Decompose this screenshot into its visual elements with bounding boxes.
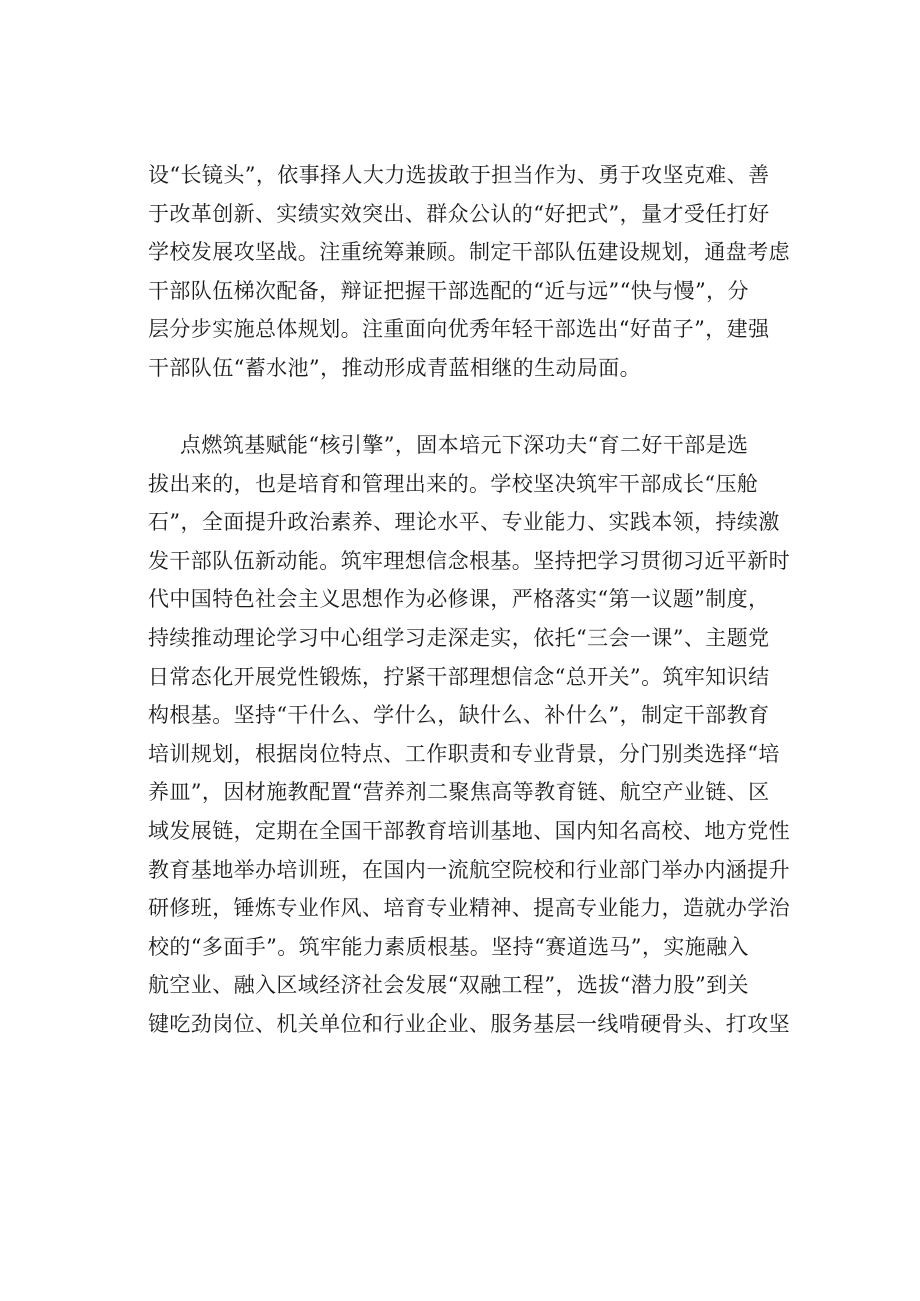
paragraph-line: 石”，全面提升政治素养、理论水平、专业能力、实践本领，持续激 — [148, 510, 780, 535]
paragraph-line: 校的“多面手”。筑牢能力素质根基。坚持“赛道选马”，实施融入 — [148, 934, 749, 959]
paragraph-line: 代中国特色社会主义思想作为必修课，严格落实“第一议题”制度， — [148, 587, 770, 612]
paragraph-line: 域发展链，定期在全国干部教育培训基地、国内知名高校、地方党性 — [148, 818, 790, 843]
paragraph-1 — [148, 156, 808, 388]
paragraph-line: 层分步实施总体规划。注重面向优秀年轻干部选出“好苗子”，建强 — [148, 317, 770, 342]
paragraph-line: 设“长镜头”，依事择人大力选拔敢于担当作为、勇于攻坚克难、善 — [148, 163, 770, 187]
paragraph-line: 拔出来的，也是培育和管理出来的。学校坚决筑牢干部成长“压舱 — [148, 471, 759, 496]
paragraph-line: 航空业、融入区域经济社会发展“双融工程”，选拔“潜力股”到关 — [148, 973, 749, 998]
paragraph-line: 教育基地举办培训班，在国内一流航空院校和行业部门举办内涵提升 — [148, 857, 790, 882]
paragraph-line: 日常态化开展党性锻炼，拧紧干部理想信念“总开关”。筑牢知识结 — [148, 664, 770, 689]
paragraph-line: 构根基。坚持“干什么、学什么，缺什么、补什么”，制定干部教育 — [148, 703, 770, 728]
paragraph-line: 养皿”，因材施教配置“营养剂二聚焦高等教育链、航空产业链、区 — [148, 780, 770, 805]
paragraph-line: 培训规划，根据岗位特点、工作职责和专业背景，分门别类选择“培 — [148, 741, 780, 766]
paragraph-line: 研修班，锤炼专业作风、培育专业精神、提高专业能力，造就办学治 — [148, 896, 790, 921]
paragraph-line: 学校发展攻坚战。注重统筹兼顾。制定干部队伍建设规划，通盘考虑 — [148, 240, 790, 265]
paragraph-line: 干部队伍梯次配备，辩证把握干部选配的“近与远”“快与慢”，分 — [148, 278, 749, 303]
paragraph-line: 于改革创新、实绩实效突出、群众公认的“好把式”，量才受任打好 — [148, 201, 770, 226]
paragraph-2 — [148, 426, 808, 1044]
paragraph-line: 持续推动理论学习中心组学习走深走实，依托“三会一课”、主题党 — [148, 625, 770, 650]
paragraph-line: 发干部队伍新动能。筑牢理想信念根基。坚持把学习贯彻习近平新时 — [148, 548, 790, 573]
paragraph-line: 点燃筑基赋能“核引擎”，固本培元下深功夫“育二好干部是选 — [180, 433, 749, 457]
paragraph-line: 键吃劲岗位、机关单位和行业企业、服务基层一线啃硬骨头、打攻坚 — [148, 1011, 790, 1036]
paragraph-line: 干部队伍“蓄水池”，推动形成青蓝相继的生动局面。 — [148, 355, 642, 380]
